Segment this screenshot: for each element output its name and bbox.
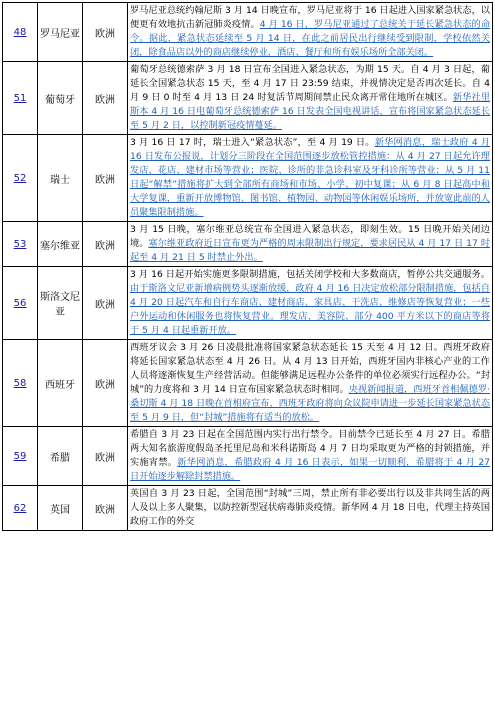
description-text: 罗马尼亚总统约翰尼斯 3 月 14 日晚宣布，罗马尼亚将于 16 日起进入国家紧急状态，以便更有效地抗击新冠肺炎疫情。: [130, 5, 490, 30]
news-update-text: 央视新闻报道，西班牙首相佩德罗·桑切斯 4 月 18 日晚在首相府宣布，西班牙政府将向众议院申请进一步延长国家紧急状态至 5 月 9 日，但“封城”措施将有适当的放松。: [130, 384, 490, 423]
news-update-text: 新华网消息，瑞士政府 4 月 16 日发布公报说，计划分三阶段在全国范围逐步放松管控措施：从 4 月 27 日起允许理发店、花店、建材市场等营业；医院、诊所的非急诊科室及牙科诊所等营业；从 5 月 11 日起“解禁”措施将扩大到全部所有商场和市场、小学、初中复课；从 6 月 8 日起高中和大学复课，重新开放博物馆、图书馆、植物园、动物园等休闲娱乐场所，并放宽此前的人员聚集限制措施。: [130, 137, 490, 218]
description-text: 希腊自 3 月 23 日起在全国范围内实行出行禁令。目前禁令已延长至 4 月 27 日。希腊两大知名旅游度假岛圣托里尼岛和米科诺斯岛 4 月 7 日均采取更为严格的封锁措施，并实施宵禁。: [130, 429, 490, 468]
description-text: 葡萄牙总统德索萨 3 月 18 日宣布全国进入紧急状态，为期 15 天。自 4 月 3 日起，葡延长全国紧急状态 15 天，至 4 月 17 日 23:59 结束，并视情决定是否再次延长。自 4 月 9 日 0 时至 4 月 13 日 24 时复活节周期间禁止民众离开常住地所在城区。: [130, 64, 490, 103]
measures-description: [128, 3, 493, 62]
table-row: [3, 3, 493, 62]
region-name: 欧洲: [83, 3, 128, 62]
measures-description: [128, 222, 493, 267]
region-name: 欧洲: [83, 427, 128, 486]
region-name: 欧洲: [83, 340, 128, 427]
description-text: 新华网 4 月 18 日电，代理主持英国政府工作的外交: [130, 502, 491, 527]
measures-description: [128, 62, 493, 135]
row-number[interactable]: 52: [3, 135, 38, 222]
region-name: 欧洲: [83, 267, 128, 340]
measures-description: [128, 135, 493, 222]
table-row: [3, 222, 493, 267]
row-number[interactable]: 56: [3, 267, 38, 340]
news-update-text: 由于斯洛文尼亚新增病例势头逐渐放缓，政府 4 月 16 日决定放松部分限制措施，包括自 4 月 20 日起汽车和自行车商店、建材商店、家具店、干洗店、维修店等恢复营业；一些户外运动和休闲服务也将恢复营业。理发店、美容院、部分 400 平方米以下的商店等将于 5 月 4 日起重新开放。: [130, 283, 490, 336]
country-name: 希腊: [38, 427, 83, 486]
country-name: 葡萄牙: [38, 62, 83, 135]
country-name: 瑞士: [38, 135, 83, 222]
row-number[interactable]: 48: [3, 3, 38, 62]
country-name: 英国: [38, 486, 83, 531]
news-update-text: 新华网消息，希腊政府 4 月 16 日表示，如果一切顺利，希腊将于 4 月 27 日开始逐步解除封禁措施。: [130, 457, 491, 482]
region-name: 欧洲: [83, 222, 128, 267]
row-number[interactable]: 62: [3, 486, 38, 531]
country-name: 罗马尼亚: [38, 3, 83, 62]
table-row: [3, 486, 493, 531]
table-row: [3, 340, 493, 427]
region-name: 欧洲: [83, 62, 128, 135]
news-update-text: 塞尔维亚政府近日宣布更为严格的周末限制出行规定，要求居民从 4 月 17 日 17 时起至 4 月 21 日 5 时禁止外出。: [130, 238, 491, 263]
measures-description: [128, 427, 493, 486]
row-number[interactable]: 59: [3, 427, 38, 486]
measures-description: [128, 486, 493, 531]
row-number[interactable]: 58: [3, 340, 38, 427]
news-update-text: 新华社里斯本 4 月 16 日电葡萄牙总统德索萨 16 日发表全国电视讲话，宣布将国家紧急状态延长至 5 月 2 日，以控制新冠疫情蔓延。: [130, 92, 491, 131]
table-row: [3, 62, 493, 135]
row-number[interactable]: 53: [3, 222, 38, 267]
region-name: 欧洲: [83, 135, 128, 222]
row-number[interactable]: 51: [3, 62, 38, 135]
news-update-text: 4 月 16 日，罗马尼亚通过了总统关于延长紧急状态的命令。据此，紧急状态延续至 5 月 14 日，在此之前居民出行继续受到限制，学校依然关闭，除食品店以外的商店继续停业，酒店、餐厅和所有娱乐场所全部关闭。: [130, 19, 491, 58]
table-row: [3, 427, 493, 486]
country-name: 塞尔维亚: [38, 222, 83, 267]
country-name: 西班牙: [38, 340, 83, 427]
table-body: [3, 3, 493, 531]
description-text: 西班牙议会 3 月 26 日凌晨批准将国家紧急状态延长 15 天至 4 月 12 日。西班牙政府将延长国家紧急状态至 4 月 26 日。从 4 月 13 日开始，西班牙国内非核心产业的工作人员将逐渐恢复生产经营活动。但能够满足远程办公条件的单位必须实行远程办公。“封城”的力度将和 3 月 14 日宣布国家紧急状态时相同。: [130, 342, 490, 395]
description-text: 3 月 16 日起开始实施更多限制措施，包括关闭学校和大多数商店，暂停公共交通服务。: [130, 269, 490, 280]
country-name: 斯洛文尼亚: [38, 267, 83, 340]
country-measures-table: [2, 2, 493, 531]
description-text: 3 月 16 日 17 时，瑞士进入“紧急状态”，至 4 月 19 日。: [130, 137, 375, 148]
table-row: [3, 267, 493, 340]
table-row: [3, 135, 493, 222]
measures-description: [128, 340, 493, 427]
region-name: 欧洲: [83, 486, 128, 531]
measures-description: [128, 267, 493, 340]
description-text: 英国自 3 月 23 日起，全国范围“封城”三周，禁止所有非必要出行以及非共同生活的两人及以上多人聚集，以防控新型冠状病毒肺炎疫情。: [130, 488, 490, 513]
description-text: 3 月 15 日晚，塞尔维亚总统宣布全国进入紧急状态，即刻生效。15 日晚开始关闭边境。: [130, 224, 490, 249]
